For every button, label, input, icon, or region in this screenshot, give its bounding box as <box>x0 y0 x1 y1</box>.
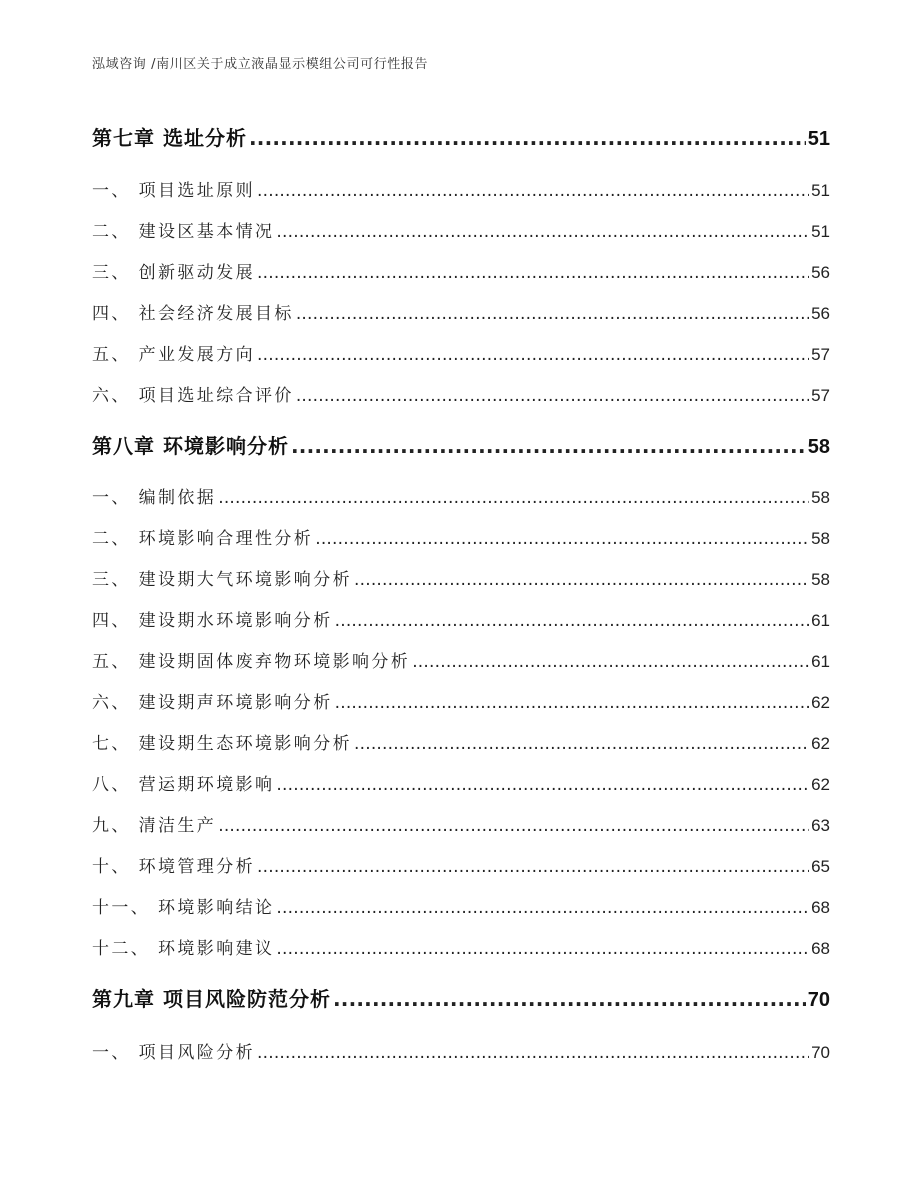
dot-leader <box>315 529 809 549</box>
dot-leader <box>333 987 806 1011</box>
toc-entry-title: 三、 建设期大气环境影响分析 <box>92 570 353 590</box>
dot-leader <box>218 816 809 836</box>
toc-entry-title: 六、 项目选址综合评价 <box>92 386 294 406</box>
dot-leader <box>257 1043 809 1063</box>
dot-leader <box>276 222 809 242</box>
dot-leader <box>296 304 809 324</box>
dot-leader <box>257 263 809 283</box>
dot-leader <box>249 126 806 150</box>
toc-section-7-6[interactable] <box>92 381 830 405</box>
toc-entry-title: 一、 编制依据 <box>92 488 217 508</box>
toc-entry-title: 四、 建设期水环境影响分析 <box>92 611 333 631</box>
toc-entry-title: 七、 建设期生态环境影响分析 <box>92 734 353 754</box>
toc-entry-page: 57 <box>811 345 830 364</box>
dot-leader <box>257 857 809 877</box>
toc-section-7-3[interactable] <box>92 258 830 282</box>
toc-section-8-10[interactable] <box>92 852 830 876</box>
toc-section-8-3[interactable] <box>92 565 830 589</box>
toc-section-9-1[interactable] <box>92 1038 830 1062</box>
toc-section-8-8[interactable] <box>92 770 830 794</box>
toc-entry-page: 58 <box>811 529 830 548</box>
toc-entry-page: 65 <box>811 857 830 876</box>
dot-leader <box>335 693 809 713</box>
toc-entry-page: 56 <box>811 263 830 282</box>
toc-section-7-1[interactable] <box>92 176 830 200</box>
dot-leader <box>296 386 809 406</box>
toc-entry-page: 57 <box>811 386 830 405</box>
dot-leader <box>412 652 809 672</box>
toc-section-8-7[interactable] <box>92 729 830 753</box>
toc-section-8-2[interactable] <box>92 524 830 548</box>
toc-section-8-1[interactable] <box>92 483 830 507</box>
toc-entry-page: 62 <box>811 775 830 794</box>
toc-entry-page: 62 <box>811 693 830 712</box>
toc-entry-title: 一、 项目选址原则 <box>92 181 256 201</box>
toc-section-8-6[interactable] <box>92 688 830 712</box>
toc-entry-page: 70 <box>807 989 830 1011</box>
dot-leader <box>218 488 809 508</box>
dot-leader <box>354 570 809 590</box>
toc-entry-page: 58 <box>807 436 830 458</box>
toc-entry-title: 一、 项目风险分析 <box>92 1043 256 1063</box>
toc-entry-title: 第九章 项目风险防范分析 <box>92 987 331 1011</box>
toc-section-8-4[interactable] <box>92 606 830 630</box>
toc-section-8-5[interactable] <box>92 647 830 671</box>
toc-entry-page: 58 <box>811 488 830 507</box>
toc-section-7-4[interactable] <box>92 299 830 323</box>
toc-entry-title: 九、 清洁生产 <box>92 816 217 836</box>
toc-entry-title: 十、 环境管理分析 <box>92 857 256 877</box>
toc-entry-title: 第七章 选址分析 <box>92 126 247 150</box>
toc-section-7-5[interactable] <box>92 340 830 364</box>
toc-entry-title: 二、 建设区基本情况 <box>92 222 275 242</box>
toc-entry-page: 58 <box>811 570 830 589</box>
dot-leader <box>257 181 809 201</box>
toc-entry-title: 十一、 环境影响结论 <box>92 898 275 918</box>
dot-leader <box>276 898 809 918</box>
toc-entry-title: 二、 环境影响合理性分析 <box>92 529 314 549</box>
toc-entry-title: 四、 社会经济发展目标 <box>92 304 294 324</box>
toc-chapter-7[interactable] <box>92 122 830 150</box>
dot-leader <box>354 734 809 754</box>
toc-section-7-2[interactable] <box>92 217 830 241</box>
toc-entry-page: 62 <box>811 734 830 753</box>
dot-leader <box>276 939 809 959</box>
toc-entry-page: 68 <box>811 939 830 958</box>
toc-entry-page: 51 <box>811 181 830 200</box>
toc-entry-title: 五、 产业发展方向 <box>92 345 256 365</box>
toc-section-8-9[interactable] <box>92 811 830 835</box>
dot-leader <box>335 611 809 631</box>
toc-section-8-11[interactable] <box>92 893 830 917</box>
toc-entry-title: 十二、 环境影响建议 <box>92 939 275 959</box>
dot-leader <box>276 775 809 795</box>
dot-leader <box>257 345 809 365</box>
toc-entry-page: 51 <box>807 128 830 150</box>
page-header: 泓域咨询 /南川区关于成立液晶显示模组公司可行性报告 <box>92 57 429 72</box>
toc-chapter-8[interactable] <box>92 430 830 458</box>
toc-entry-page: 61 <box>811 652 830 671</box>
toc-entry-title: 六、 建设期声环境影响分析 <box>92 693 333 713</box>
toc-entry-title: 第八章 环境影响分析 <box>92 434 289 458</box>
toc-entry-page: 61 <box>811 611 830 630</box>
toc-entry-title: 五、 建设期固体废弃物环境影响分析 <box>92 652 411 672</box>
dot-leader <box>291 434 806 458</box>
toc-entry-title: 八、 营运期环境影响 <box>92 775 275 795</box>
toc-entry-title: 三、 创新驱动发展 <box>92 263 256 283</box>
toc-entry-page: 70 <box>811 1043 830 1062</box>
toc-section-8-12[interactable] <box>92 934 830 958</box>
toc-entry-page: 68 <box>811 898 830 917</box>
toc-chapter-9[interactable] <box>92 983 830 1011</box>
toc-entry-page: 63 <box>811 816 830 835</box>
toc-entry-page: 51 <box>811 222 830 241</box>
toc-entry-page: 56 <box>811 304 830 323</box>
